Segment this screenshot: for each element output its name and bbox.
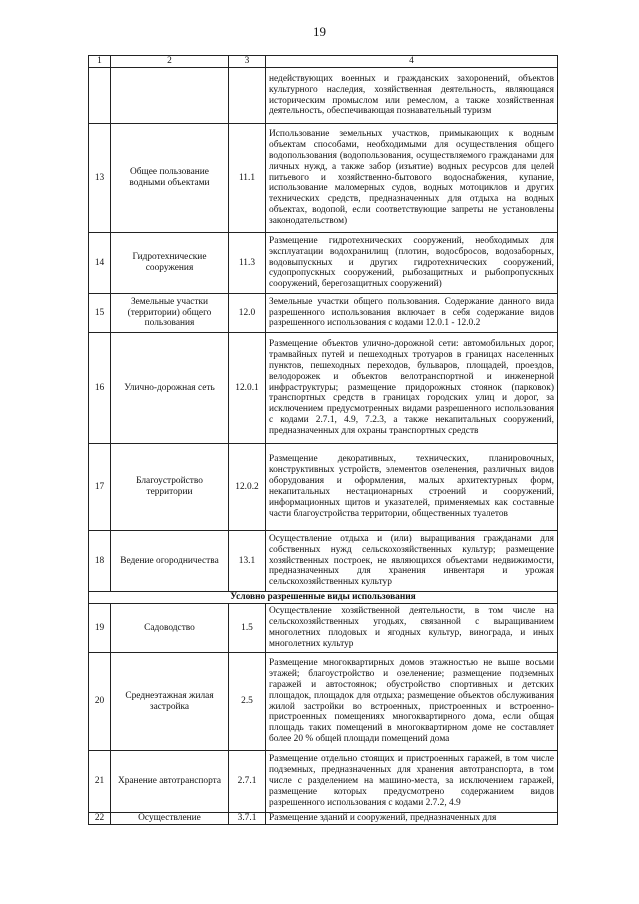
header-col-1: 1 xyxy=(89,56,111,68)
section-header-row xyxy=(89,592,558,604)
table-row xyxy=(89,233,558,294)
use-type-name: Садоводство xyxy=(111,604,229,653)
row-number: 20 xyxy=(89,653,111,751)
header-col-4: 4 xyxy=(266,56,558,68)
table-row xyxy=(89,333,558,444)
use-type-code: 2.5 xyxy=(229,653,266,751)
table-row xyxy=(89,813,558,825)
header-col-3: 3 xyxy=(229,56,266,68)
table-row xyxy=(89,604,558,653)
table-row xyxy=(89,124,558,233)
row-number: 13 xyxy=(89,124,111,233)
use-type-name: Среднеэтажная жилая застройка xyxy=(111,653,229,751)
use-type-code: 2.7.1 xyxy=(229,751,266,813)
row-number: 19 xyxy=(89,604,111,653)
page-number: 19 xyxy=(313,24,326,39)
use-type-description: Земельные участки общего пользования. Содержание данного вида разрешенного использования включает в себя содержание видов разрешенного использования с кодами 12.0.1 - 12.0.2 xyxy=(266,294,558,333)
use-type-code: 12.0.1 xyxy=(229,333,266,444)
use-type-code xyxy=(229,68,266,124)
row-number xyxy=(89,68,111,124)
row-number: 21 xyxy=(89,751,111,813)
table-row xyxy=(89,531,558,592)
use-type-code: 12.0.2 xyxy=(229,444,266,531)
table-header-row xyxy=(89,56,558,68)
use-type-code: 12.0 xyxy=(229,294,266,333)
row-number: 14 xyxy=(89,233,111,294)
use-type-code: 1.5 xyxy=(229,604,266,653)
use-type-description: Размещение отдельно стоящих и пристроенных гаражей, в том числе подземных, предназначенных для хранения автотранспорта, в том числе с разделением на машино-места, за исключением гаражей, размещение которых предусмотрено содержанием видов разрешенного использования с кодами 2.7.2, 4.9 xyxy=(266,751,558,813)
use-type-description: Осуществление хозяйственной деятельности, в том числе на сельскохозяйственных угодьях, связанной с выращиванием многолетних плодовых и ягодных культур, винограда, и иных многолетних культур xyxy=(266,604,558,653)
use-type-name: Улично-дорожная сеть xyxy=(111,333,229,444)
use-type-code: 11.3 xyxy=(229,233,266,294)
table-row xyxy=(89,653,558,751)
use-type-description: Размещение гидротехнических сооружений, необходимых для эксплуатации водохранилищ (плотин, водосбросов, водозаборных, водовыпускных и других гидротехнических сооружений, судопропускных сооружений, рыбозащитных и рыбопропускных сооружений, берегозащитных сооружений) xyxy=(266,233,558,294)
use-type-name: Земельные участки (территории) общего пользования xyxy=(111,294,229,333)
use-type-description: Использование земельных участков, примыкающих к водным объектам способами, необходимыми для осуществления общего водопользования (водопользования, осуществляемого гражданами для личных нужд, а также забор (изъятие) водных ресурсов для целей питьевого и хозяйственно-бытового водоснабжения, купание, использование маломерных судов, водных мотоциклов и других технических средств, предназначенных для отдыха на водных объектах, водопой, если соответствующие запреты не установлены законодательством) xyxy=(266,124,558,233)
row-number: 18 xyxy=(89,531,111,592)
use-type-name xyxy=(111,68,229,124)
use-type-name: Осуществление xyxy=(111,813,229,825)
use-type-name: Общее пользование водными объектами xyxy=(111,124,229,233)
table-row xyxy=(89,444,558,531)
use-type-name: Гидротехнические сооружения xyxy=(111,233,229,294)
use-type-description: недействующих военных и гражданских захоронений, объектов культурного наследия, хозяйственная деятельность, являющаяся историческим промыслом или ремеслом, а также хозяйственная деятельность, обеспечивающая познавательный туризм xyxy=(266,68,558,124)
table-row xyxy=(89,68,558,124)
land-use-table xyxy=(88,55,558,825)
row-number: 15 xyxy=(89,294,111,333)
section-title: Условно разрешенные виды использования xyxy=(89,592,558,604)
use-type-description: Размещение декоративных, технических, планировочных, конструктивных устройств, элементов озеленения, различных видов оборудования и оформления, малых архитектурных форм, некапитальных нестационарных строений и сооружений, информационных щитов и указателей, применяемых как составные части благоустройства территории, общественных туалетов xyxy=(266,444,558,531)
table-row xyxy=(89,294,558,333)
use-type-name: Благоустройство территории xyxy=(111,444,229,531)
table-row xyxy=(89,751,558,813)
use-type-name: Ведение огородничества xyxy=(111,531,229,592)
use-type-description: Размещение многоквартирных домов этажностью не выше восьми этажей; благоустройство и озеленение; размещение подземных гаражей и автостоянок; обустройство спортивных и детских площадок, площадок для отдыха; размещение объектов обслуживания жилой застройки во встроенных, пристроенных и встроенно-пристроенных помещениях многоквартирного дома, если общая площадь таких помещений в многоквартирном доме не составляет более 20 % общей площади помещений дома xyxy=(266,653,558,751)
use-type-code: 11.1 xyxy=(229,124,266,233)
use-type-description: Осуществление отдыха и (или) выращивания гражданами для собственных нужд сельскохозяйственных культур; размещение хозяйственных построек, не являющихся объектами недвижимости, предназначенных для хранения инвентаря и урожая сельскохозяйственных культур xyxy=(266,531,558,592)
use-type-description: Размещение объектов улично-дорожной сети: автомобильных дорог, трамвайных путей и пешеходных тротуаров в границах населенных пунктов, пешеходных переходов, бульваров, площадей, проездов, велодорожек и объектов велотранспортной и инженерной инфраструктуры; размещение придорожных стоянок (парковок) транспортных средств в границах городских улиц и дорог, за исключением предусмотренных видами разрешенного использования с кодами 2.7.1, 4.9, 7.2.3, а также некапитальных сооружений, предназначенных для охраны транспортных средств xyxy=(266,333,558,444)
use-type-code: 3.7.1 xyxy=(229,813,266,825)
row-number: 22 xyxy=(89,813,111,825)
row-number: 17 xyxy=(89,444,111,531)
row-number: 16 xyxy=(89,333,111,444)
header-col-2: 2 xyxy=(111,56,229,68)
use-type-code: 13.1 xyxy=(229,531,266,592)
use-type-name: Хранение автотранспорта xyxy=(111,751,229,813)
use-type-description: Размещение зданий и сооружений, предназначенных для xyxy=(266,813,558,825)
